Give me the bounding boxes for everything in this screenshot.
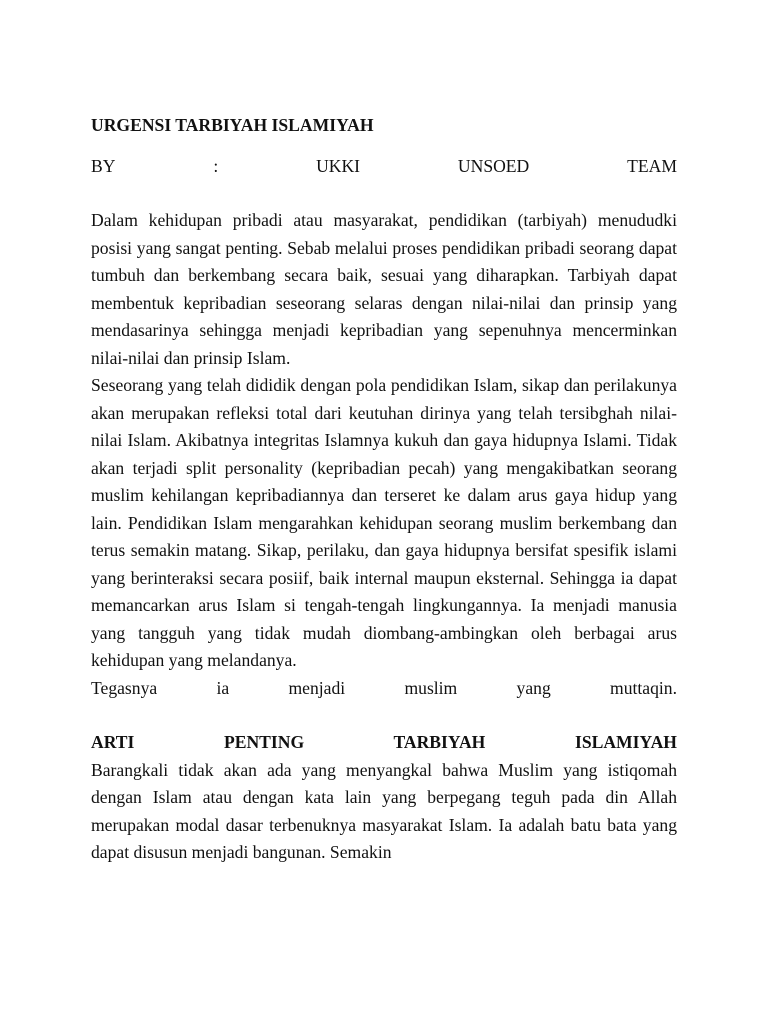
- paragraph-2: Seseorang yang telah dididik dengan pola pendidikan Islam, sikap dan perilakunya akan merupakan refleksi total dari keutuhan dirinya yang telah tersibghah nilai-nilai Islam. Akibatnya integritas Islamnya kukuh dan gaya hidupnya Islami. Tidak akan terjadi split personality (kepribadian pecah) yang mengakibatkan seorang muslim kehilangan kepribadiannya dan terseret ke dalam arus gaya hidup yang lain. Pendidikan Islam mengarahkan kehidupan seorang muslim berkembang dan terus semakin matang. Sikap, perilaku, dan gaya hidupnya bersifat spesifik islami yang berinteraksi secara posiif, baik internal maupun eksternal. Sehingga ia dapat memancarkan arus Islam si tengah-tengah lingkungannya. Ia menjadi manusia yang tangguh yang tidak mudah diombang-ambingkan oleh berbagai arus kehidupan yang melandanya.: [91, 375, 677, 670]
- byline-word-3: TEAM: [627, 155, 677, 176]
- document-title: URGENSI TARBIYAH ISLAMIYAH: [91, 115, 374, 135]
- byline: [91, 153, 677, 181]
- section-heading: ARTI PENTING TARBIYAH ISLAMIYAH: [91, 732, 677, 752]
- paragraph-3: Barangkali tidak akan ada yang menyangkal bahwa Muslim yang istiqomah dengan Islam atau dengan kata lain yang berpegang teguh pada din Allah merupakan modal dasar terbenuknya masyarakat Islam. Ia adalah batu bata yang dapat disusun menjadi bangunan. Semakin: [91, 759, 677, 862]
- paragraph-2-last-line: Tegasnya ia menjadi muslim yang muttaqin.: [91, 677, 677, 698]
- byline-by: BY: [91, 155, 116, 176]
- paragraph-1: Dalam kehidupan pribadi atau masyarakat, pendidikan (tarbiyah) menududki posisi yang sangat penting. Sebab melalui proses pendidikan pribadi seorang dapat tumbuh dan berkembang secara baik, sesuai yang diharapkan. Tarbiyah dapat membentuk kepribadian seseorang selaras dengan nilai-nilai dan prinsip yang mendasarinya sehingga menjadi kepribadian yang sepenuhnya mencerminkan nilai-nilai dan prinsip Islam.: [91, 210, 677, 368]
- byline-word-2: UNSOED: [457, 155, 530, 176]
- byline-colon: :: [213, 155, 219, 176]
- byline-word-1: UKKI: [316, 155, 361, 176]
- document-page: [91, 112, 677, 867]
